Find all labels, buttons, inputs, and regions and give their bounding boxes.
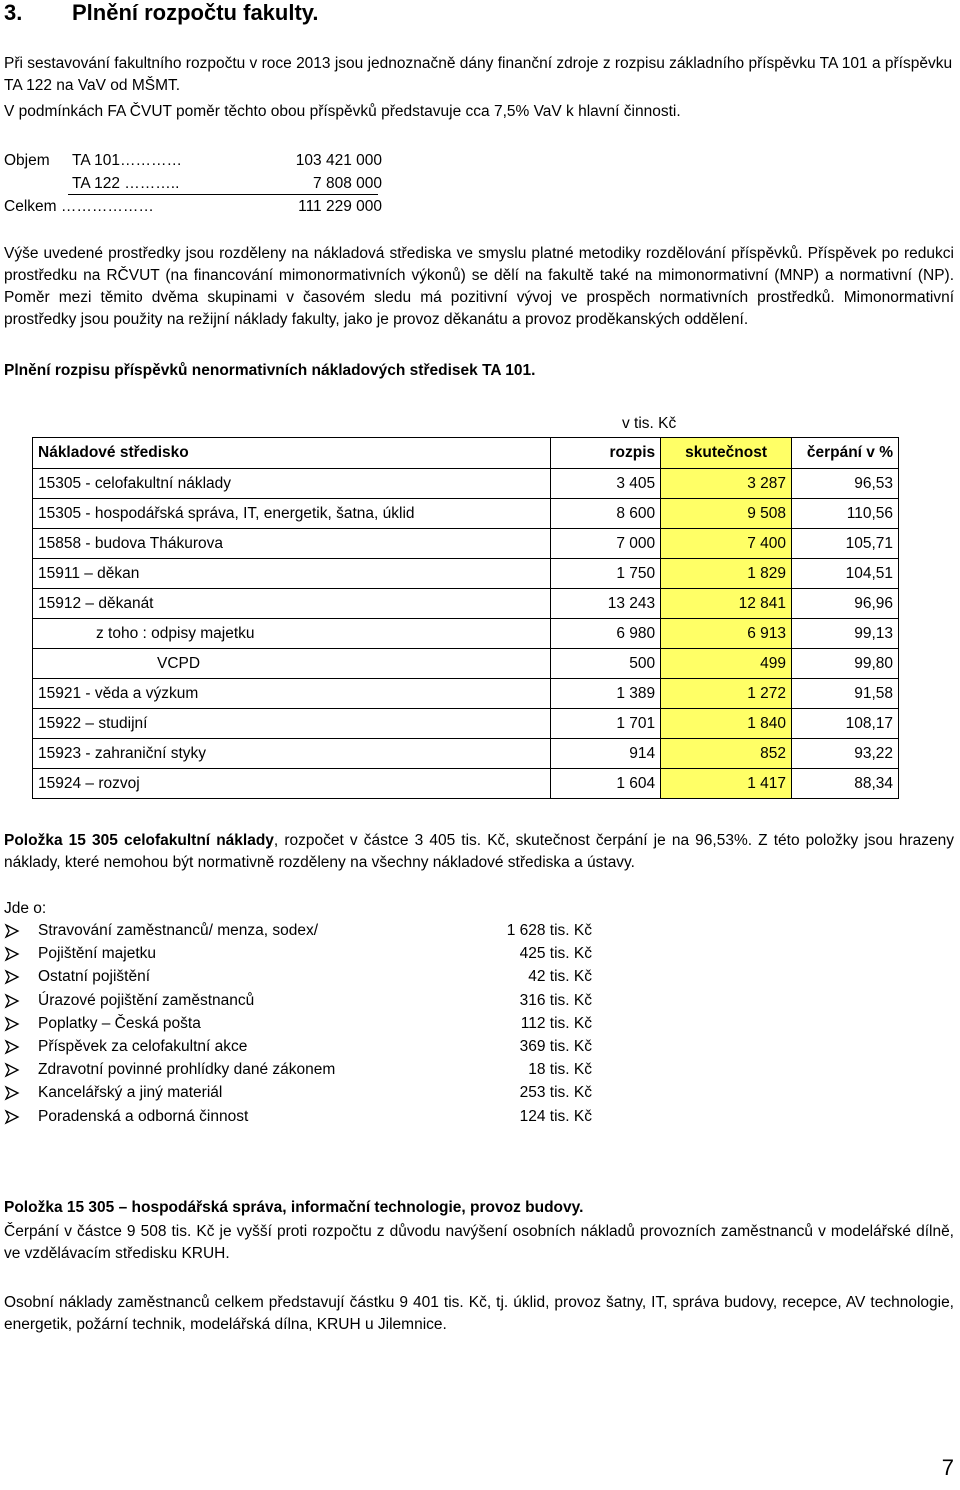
- expense-label: Kancelářský a jiný materiál: [38, 1084, 223, 1102]
- cell-actual: 852: [661, 739, 792, 769]
- intro-paragraph-1: Při sestavování fakultního rozpočtu v roce 2013 jsou jednoznačně dány finanční zdroje z rozpisu základního příspěvku TA 101 a příspěvku TA 122 na VaV od MŠMT.: [4, 55, 953, 94]
- arrow-bullet-icon: [4, 990, 22, 1012]
- funding-total-label: Celkem ………………: [4, 198, 154, 215]
- item2-more-text: Osobní náklady zaměstnanců celkem představují částku 9 401 tis. Kč, tj. úklid, provoz šatny, IT, správa budovy, recepce, AV technologie, energetik, požární technik, modelářská dílna, KRUH u Jilemnice.: [4, 1294, 954, 1333]
- cell-cost-center: 15305 - hospodářská správa, IT, energetik, šatna, úklid: [33, 499, 551, 529]
- expense-amount: 316 tis. Kč: [519, 991, 592, 1009]
- header-budget: rozpis: [551, 438, 661, 469]
- table-row: [33, 499, 899, 529]
- arrow-bullet-icon: [4, 966, 22, 988]
- cell-cost-center: 15923 - zahraniční styky: [33, 739, 551, 769]
- cell-actual: 499: [661, 649, 792, 679]
- arrow-bullet-icon: [4, 1106, 22, 1128]
- table-title: Plnění rozpisu příspěvků nenormativních nákladových středisek TA 101.: [4, 362, 536, 379]
- funding-row-value: 103 421 000: [295, 152, 382, 169]
- cell-actual: 9 508: [661, 499, 792, 529]
- cell-cost-center: 15924 – rozvoj: [33, 769, 551, 799]
- expense-label: Zdravotní povinné prohlídky dané zákonem: [38, 1061, 336, 1079]
- cell-budget: 7 000: [551, 529, 661, 559]
- item1-text: , rozpočet v částce 3 405 tis. Kč, skutečnost čerpání je na 96,53%. Z této položky jsou hrazeny náklady, které nemohou být normativně rozděleny na všechny nákladové střediska a ústavy.: [4, 832, 954, 871]
- table-row: [33, 649, 899, 679]
- cell-actual: 6 913: [661, 619, 792, 649]
- expense-label: Úrazové pojištění zaměstnanců: [38, 991, 255, 1009]
- cell-actual: 1 417: [661, 769, 792, 799]
- cell-budget: 914: [551, 739, 661, 769]
- item2-text: Čerpání v částce 9 508 tis. Kč je vyšší proti rozpočtu z důvodu navýšení osobních nákladů provozních zaměstnanců v modelářské dílně, ve vzdělávacím středisku KRUH.: [4, 1223, 954, 1262]
- cell-actual: 1 272: [661, 679, 792, 709]
- expense-label: Pojištění majetku: [38, 945, 157, 963]
- section-heading: [4, 0, 319, 28]
- table-header-row: [33, 438, 899, 469]
- cell-percent: 91,58: [792, 679, 899, 709]
- table-row: [33, 679, 899, 709]
- cell-percent: 96,53: [792, 469, 899, 499]
- cell-budget: 13 243: [551, 589, 661, 619]
- item1-title: Položka 15 305 celofakultní náklady: [4, 832, 274, 849]
- table-row: [33, 469, 899, 499]
- funding-row-label: TA 122 ………..: [72, 175, 180, 192]
- section-number: 3.: [4, 0, 23, 25]
- expense-label: Stravování zaměstnanců/ menza, sodex/: [38, 922, 319, 939]
- cell-actual: 1 840: [661, 709, 792, 739]
- funding-row-value: 7 808 000: [313, 175, 382, 192]
- cell-actual: 3 287: [661, 469, 792, 499]
- cell-budget: 1 701: [551, 709, 661, 739]
- cell-budget: 8 600: [551, 499, 661, 529]
- cell-cost-center: 15921 - věda a výzkum: [33, 679, 551, 709]
- table-row: [33, 709, 899, 739]
- expense-label: Ostatní pojištění: [38, 968, 151, 986]
- expense-amount: 42 tis. Kč: [528, 968, 592, 986]
- cell-budget: 500: [551, 649, 661, 679]
- funding-row-label: TA 101…………: [72, 152, 182, 169]
- cell-percent: 88,34: [792, 769, 899, 799]
- cell-actual: 1 829: [661, 559, 792, 589]
- unit-note: v tis. Kč: [622, 415, 677, 432]
- expense-amount: 1 628 tis. Kč: [506, 922, 592, 939]
- cell-cost-center: 15858 - budova Thákurova: [33, 529, 551, 559]
- table-row: [33, 739, 899, 769]
- cell-percent: 105,71: [792, 529, 899, 559]
- intro-paragraph-2: V podmínkách FA ČVUT poměr těchto obou příspěvků představuje cca 7,5% VaV k hlavní činnosti.: [4, 103, 681, 120]
- expense-amount: 124 tis. Kč: [519, 1107, 592, 1125]
- cell-percent: 96,96: [792, 589, 899, 619]
- header-actual: skutečnost: [661, 438, 792, 469]
- expense-amount: 253 tis. Kč: [519, 1084, 592, 1102]
- cell-percent: 99,80: [792, 649, 899, 679]
- cell-percent: 99,13: [792, 619, 899, 649]
- section-title: Plnění rozpočtu fakulty.: [72, 0, 319, 25]
- cell-budget: 1 604: [551, 769, 661, 799]
- arrow-bullet-icon: [4, 1082, 22, 1104]
- table-row: [33, 619, 899, 649]
- page-number: 7: [941, 1455, 954, 1480]
- table-row: [33, 769, 899, 799]
- expense-label: Poplatky – Česká pošta: [38, 1014, 201, 1032]
- cost-center-table: [32, 437, 899, 799]
- expense-label: Příspěvek za celofakultní akce: [38, 1037, 248, 1055]
- cell-cost-center: VCPD: [33, 649, 551, 679]
- objem-label: Objem: [4, 152, 50, 169]
- expense-label: Poradenská a odborná činnost: [38, 1107, 249, 1125]
- cell-percent: 108,17: [792, 709, 899, 739]
- cell-actual: 12 841: [661, 589, 792, 619]
- cell-cost-center: 15922 – studijní: [33, 709, 551, 739]
- arrow-bullet-icon: [4, 1036, 22, 1058]
- cell-cost-center: 15305 - celofakultní náklady: [33, 469, 551, 499]
- expense-amount: 112 tis. Kč: [520, 1014, 592, 1032]
- expense-amount: 18 tis. Kč: [528, 1061, 592, 1079]
- cell-budget: 1 389: [551, 679, 661, 709]
- arrow-bullet-icon: [4, 943, 22, 965]
- cell-percent: 104,51: [792, 559, 899, 589]
- cell-budget: 3 405: [551, 469, 661, 499]
- header-cost-center: Nákladové středisko: [33, 438, 551, 469]
- expense-amount: 425 tis. Kč: [519, 945, 592, 963]
- item2-title: Položka 15 305 – hospodářská správa, informační technologie, provoz budovy.: [4, 1199, 584, 1216]
- arrow-bullet-icon: [4, 1013, 22, 1035]
- item1-paragraph: [4, 830, 954, 874]
- table-row: [33, 589, 899, 619]
- cell-cost-center: 15911 – děkan: [33, 559, 551, 589]
- cell-percent: 110,56: [792, 499, 899, 529]
- table-row: [33, 529, 899, 559]
- sum-underline: [68, 194, 378, 195]
- cell-percent: 93,22: [792, 739, 899, 769]
- funding-total-value: 111 229 000: [298, 198, 382, 215]
- cell-actual: 7 400: [661, 529, 792, 559]
- distribution-paragraph: Výše uvedené prostředky jsou rozděleny na nákladová střediska ve smyslu platné metodiky rozdělování příspěvků. Příspěvek po redukci prostředku na RČVUT (na financování mimonormativních výkonů) se dělí na fakultě také na mimonormativní (MNP) a normativní (NP). Poměr mezi těmito dvěma skupinami v časovém sledu má pozitivní vývoj ve prospěch normativních prostředků. Mimonormativní prostředky jsou použity na režijní náklady fakulty, jako je provoz děkanátu a provoz proděkanských oddělení.: [4, 245, 954, 328]
- header-percent: čerpání v %: [792, 438, 899, 469]
- jde-o-label: Jde o:: [4, 900, 47, 917]
- cell-budget: 1 750: [551, 559, 661, 589]
- arrow-bullet-icon: [4, 1059, 22, 1081]
- cell-cost-center: z toho : odpisy majetku: [33, 619, 551, 649]
- expense-amount: 369 tis. Kč: [519, 1037, 592, 1055]
- cell-cost-center: 15912 – děkanát: [33, 589, 551, 619]
- cell-budget: 6 980: [551, 619, 661, 649]
- table-row: [33, 559, 899, 589]
- arrow-bullet-icon: [4, 920, 22, 942]
